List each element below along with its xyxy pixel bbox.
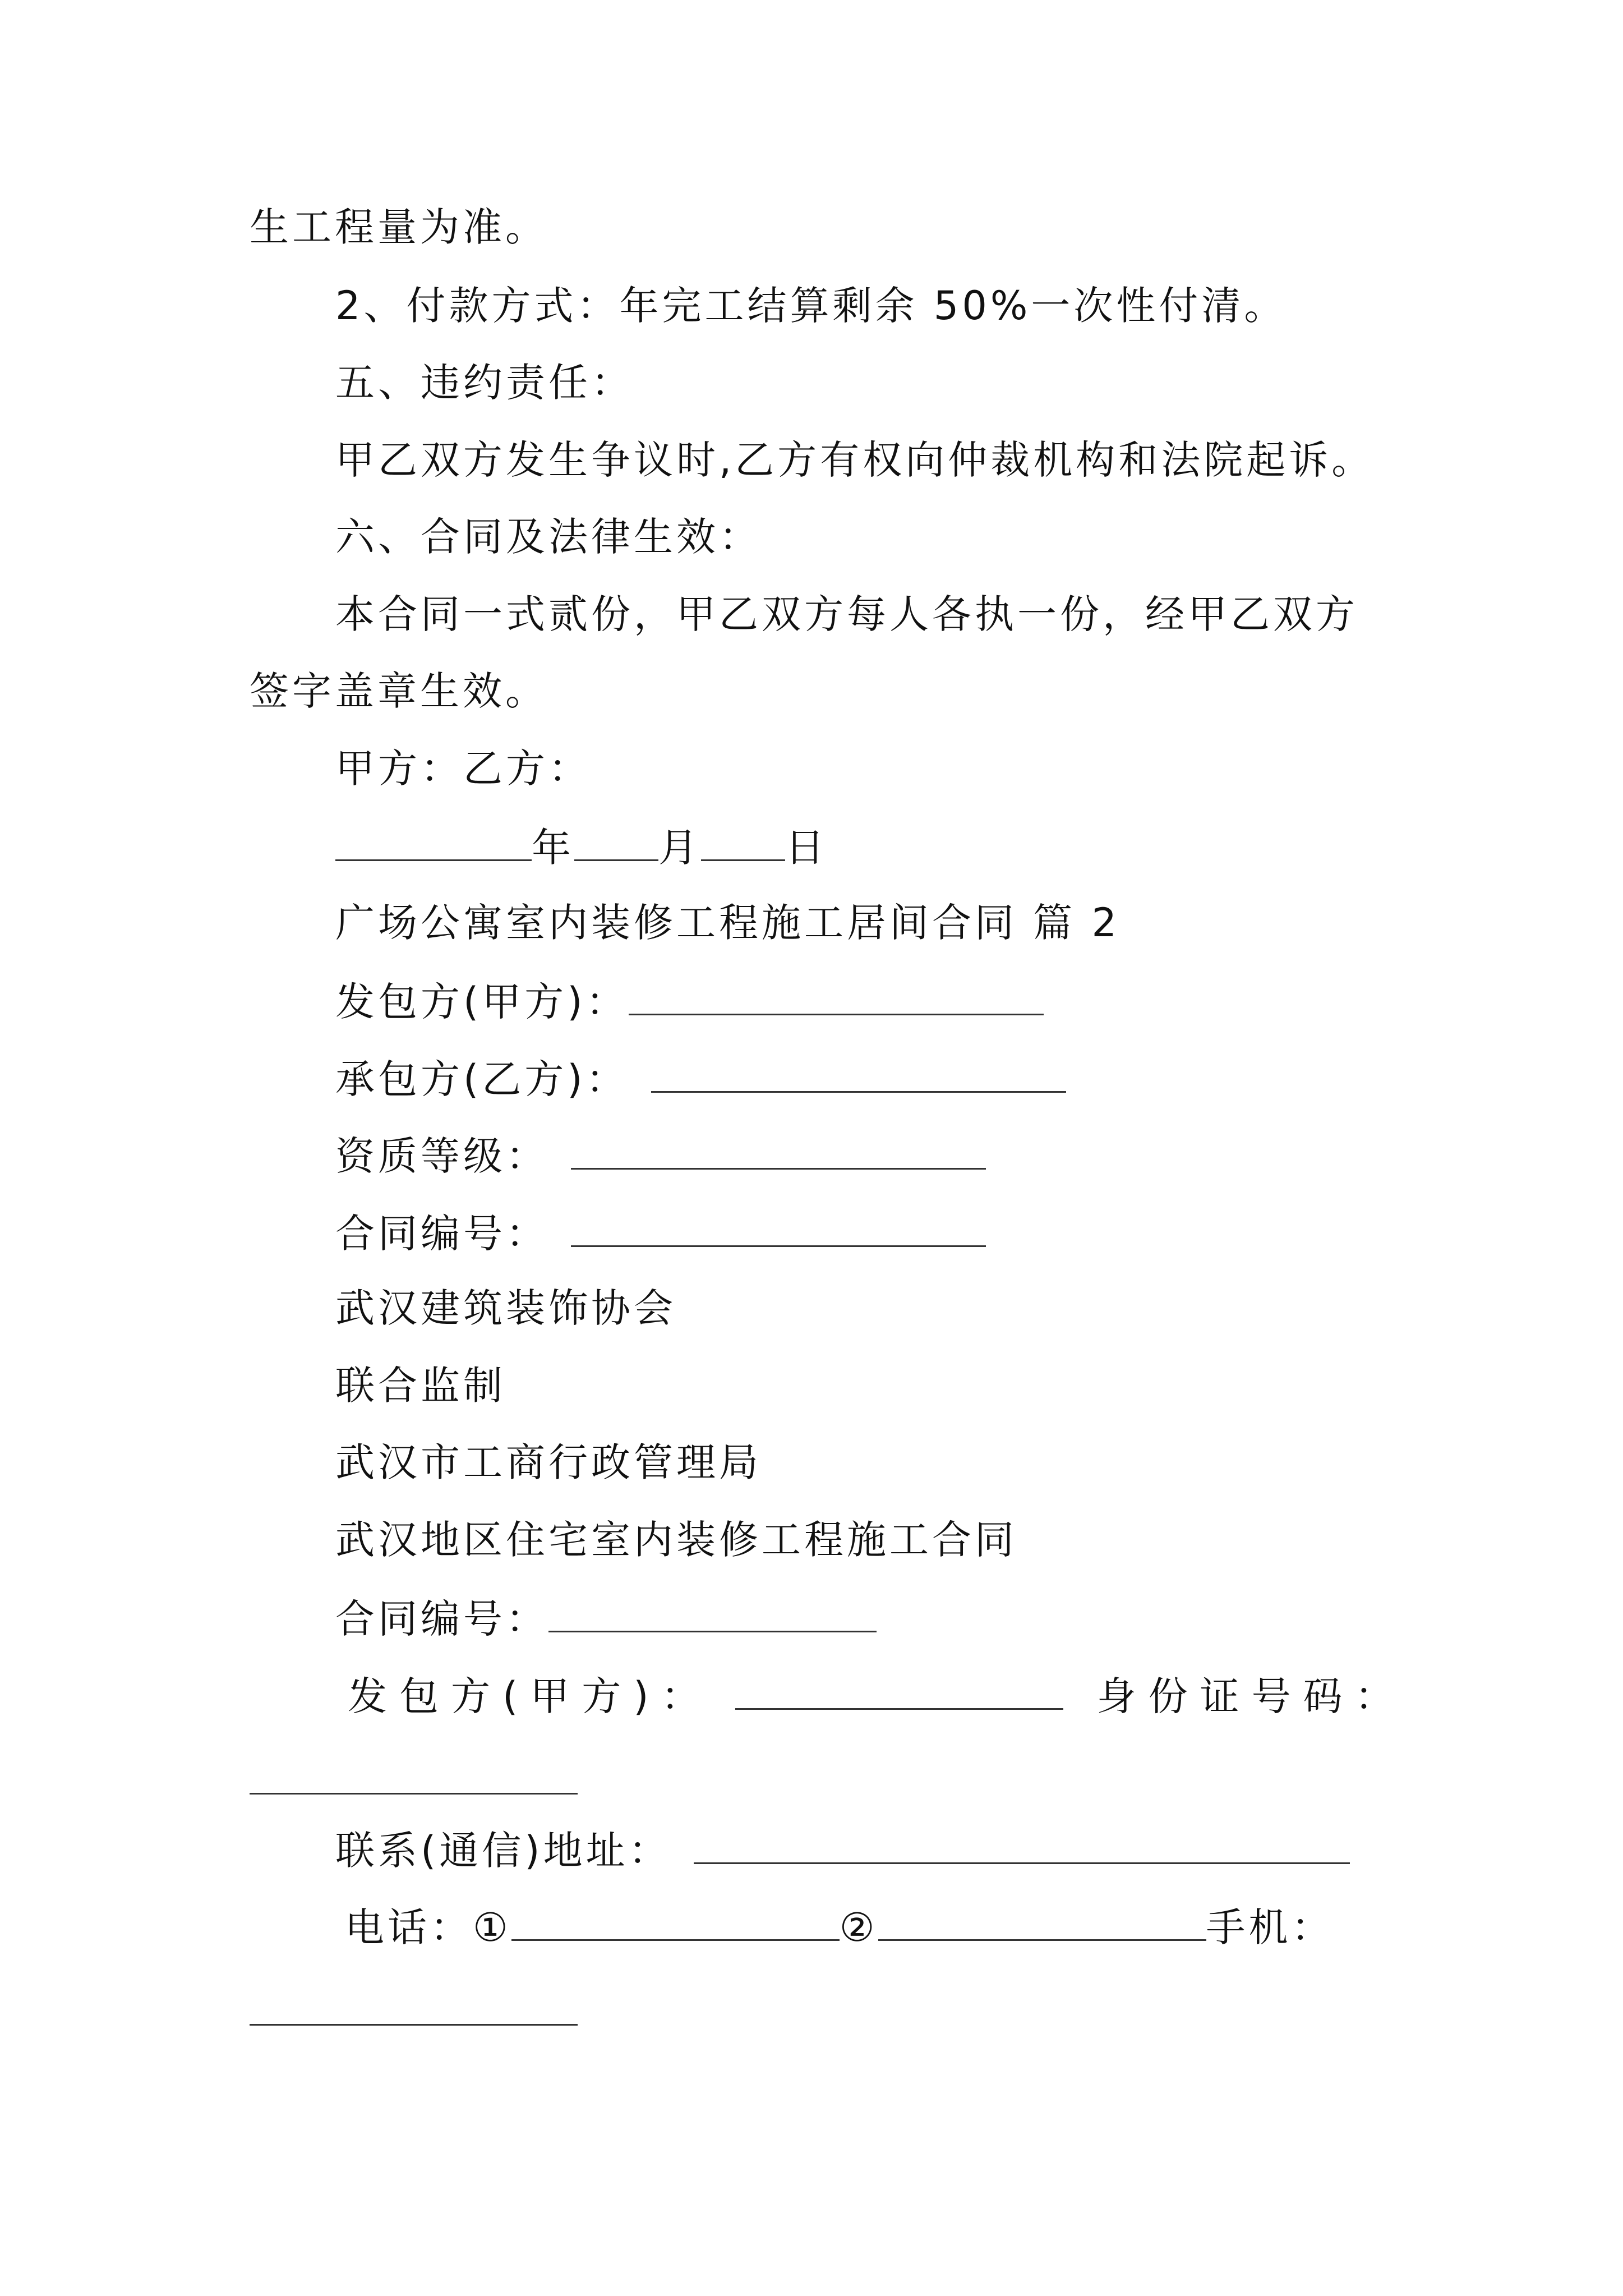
text-line: 联合监制: [335, 1363, 506, 1409]
text-line: 武汉建筑装饰协会: [335, 1285, 676, 1331]
text-line: 武汉市工商行政管理局: [335, 1439, 762, 1485]
id-number-blank[interactable]: [250, 1793, 578, 1795]
employer-label: 发包方(甲方)：: [335, 979, 629, 1025]
employer-blank[interactable]: [735, 1669, 1063, 1710]
qualification-blank[interactable]: [571, 1129, 986, 1170]
employer-id-line: [348, 1669, 1407, 1722]
contractor-line: [335, 1052, 1066, 1105]
text-line: 甲乙双方发生争议时,乙方有权向仲裁机构和法院起诉。: [335, 437, 1375, 483]
payment-method-line: 2、付款方式：年完工结算剩余 50%一次性付清。: [335, 283, 1287, 329]
employer-label: 发包方(甲方)：: [348, 1673, 713, 1719]
year-label: 年: [532, 825, 574, 871]
mobile-label: 手机：: [1206, 1904, 1334, 1950]
contractor-label: 承包方(乙方)：: [335, 1056, 629, 1102]
day-label: 日: [785, 825, 828, 871]
section-heading-effect: 六、合同及法律生效：: [335, 514, 762, 560]
section-heading-breach: 五、违约责任：: [335, 360, 634, 406]
contract-number-blank[interactable]: [571, 1206, 986, 1247]
contract-number-line: [335, 1206, 986, 1259]
phone-label-1: 电话：①: [345, 1904, 511, 1950]
address-blank[interactable]: [694, 1823, 1350, 1864]
text-line: 本合同一式贰份，甲乙双方每人各执一份，经甲乙双方: [335, 591, 1358, 637]
month-blank[interactable]: [574, 820, 658, 861]
employer-blank[interactable]: [629, 974, 1044, 1015]
phone-blank-2[interactable]: [878, 1900, 1206, 1941]
text-line: 生工程量为准。: [250, 204, 548, 250]
qualification-line: [335, 1129, 986, 1181]
subtitle: 武汉地区住宅室内装修工程施工合同: [335, 1517, 1017, 1563]
date-line: [335, 820, 828, 873]
phone-label-2: ②: [839, 1904, 878, 1950]
contract-number-label: 合同编号：: [335, 1211, 548, 1257]
text-line: 签字盖章生效。: [250, 668, 548, 714]
address-line: [335, 1823, 1350, 1876]
address-label: 联系(通信)地址：: [335, 1828, 671, 1874]
contractor-blank[interactable]: [651, 1052, 1066, 1093]
contract-number-blank[interactable]: [548, 1591, 877, 1632]
id-number-label: 身份证号码：: [1096, 1673, 1407, 1719]
contract-number-line-2: [335, 1591, 877, 1644]
employer-line: [335, 974, 1044, 1027]
day-blank[interactable]: [701, 820, 785, 861]
contract-title: 广场公寓室内装修工程施工居间合同 篇 2: [335, 900, 1121, 946]
phone-line: [345, 1900, 1334, 1953]
phone-blank-1[interactable]: [511, 1900, 840, 1941]
contract-number-label: 合同编号：: [335, 1596, 548, 1642]
year-blank[interactable]: [335, 820, 532, 861]
qualification-label: 资质等级：: [335, 1133, 548, 1179]
mobile-blank[interactable]: [250, 2024, 578, 2026]
signature-parties-line: 甲方：乙方：: [335, 746, 591, 792]
month-label: 月: [658, 825, 701, 871]
